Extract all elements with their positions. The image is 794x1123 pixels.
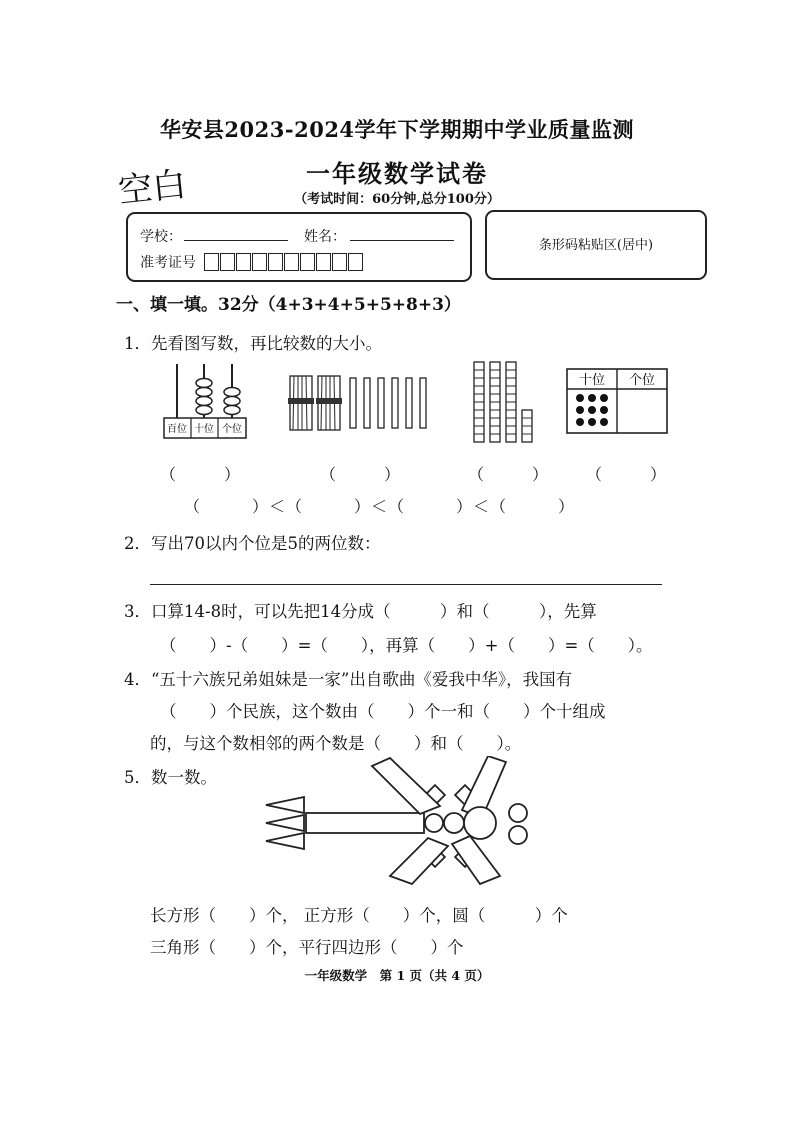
school-field[interactable] — [184, 240, 288, 241]
question-4-line-1: 4．“五十六族兄弟姐妹是一家”出自歌曲《爱我中华》，我国有 — [124, 670, 573, 689]
school-label: 学校： — [140, 229, 182, 245]
circle-2 — [444, 813, 464, 833]
exam-subtitle: 一年级数学试卷 — [306, 159, 488, 188]
ones-header: 个位 — [628, 373, 656, 388]
tens-dots — [576, 394, 608, 426]
question-4-line-3: 的，与这个数相邻的两个数是（ ）和（ ）。 — [150, 734, 522, 753]
exam-title: 华安县2023-2024学年下学期期中学业质量监测 — [159, 117, 635, 142]
page-footer: 一年级数学 第 1 页（共 4 页） — [304, 968, 490, 983]
stick-bundles-figure — [288, 372, 438, 434]
question-1: 1．先看图写数，再比较数的大小。 — [124, 334, 382, 353]
question-3-line-1: 3．口算14-8时，可以先把14分成（ ）和（ ），先算 — [124, 602, 597, 621]
barcode-area — [485, 210, 707, 280]
question-3-line-2: （ ）-（ ）=（ ），再算（ ）+（ ）=（ ）。 — [160, 636, 653, 655]
answer-blank-4[interactable]: （ ） — [586, 465, 667, 484]
question-2: 2．写出70以内个位是5的两位数： — [124, 534, 381, 553]
stick-bundle-1 — [288, 376, 314, 430]
answer-blank-1[interactable]: （ ） — [160, 465, 241, 484]
circle-4 — [509, 804, 527, 822]
abacus-label-ones: 个位 — [222, 424, 242, 435]
question-4-line-2: （ ）个民族，这个数由（ ）个一和（ ）个十组成 — [160, 702, 606, 721]
block-columns-figure — [470, 360, 536, 444]
question-5-answers-2[interactable]: 三角形（ ）个，平行四边形（ ）个 — [150, 938, 464, 957]
student-info-box — [126, 212, 472, 282]
abacus-label-hundreds: 百位 — [167, 424, 187, 435]
arm-upper-left — [372, 758, 440, 814]
handwritten-note: 空白 — [116, 164, 189, 212]
name-label: 姓名： — [304, 229, 346, 245]
place-value-table — [566, 368, 668, 434]
exam-time-note: （考试时间：60分钟,总分100分） — [294, 192, 500, 207]
question-5-answers-1[interactable]: 长方形（ ）个， 正方形（ ）个，圆（ ）个 — [150, 906, 568, 925]
exam-id-label: 准考证号 — [140, 255, 196, 271]
answer-blank-3[interactable]: （ ） — [468, 465, 549, 484]
circle-5 — [509, 826, 527, 844]
triangle-2 — [266, 815, 304, 831]
circle-3 — [464, 807, 496, 839]
section-heading: 一、填一填。32分（4+3+4+5+5+8+3） — [116, 295, 461, 315]
stick-bundle-2 — [316, 376, 342, 430]
shape-figure — [262, 756, 538, 892]
abacus-figure — [158, 360, 250, 442]
triangle-3 — [266, 833, 304, 849]
barcode-label: 条形码粘贴区(居中) — [538, 238, 654, 253]
tens-header: 十位 — [578, 373, 606, 388]
answer-line[interactable] — [150, 584, 662, 585]
compare-line[interactable]: （ ）＜（ ）＜（ ）＜（ ） — [184, 497, 576, 516]
question-5: 5．数一数。 — [124, 768, 217, 787]
abacus-label-tens: 十位 — [194, 424, 214, 435]
answer-blank-2[interactable]: （ ） — [320, 465, 401, 484]
name-field[interactable] — [350, 240, 454, 241]
long-rectangle — [306, 813, 424, 833]
exam-id-boxes[interactable] — [204, 251, 364, 271]
triangle-1 — [266, 797, 304, 813]
circle-1 — [425, 814, 443, 832]
